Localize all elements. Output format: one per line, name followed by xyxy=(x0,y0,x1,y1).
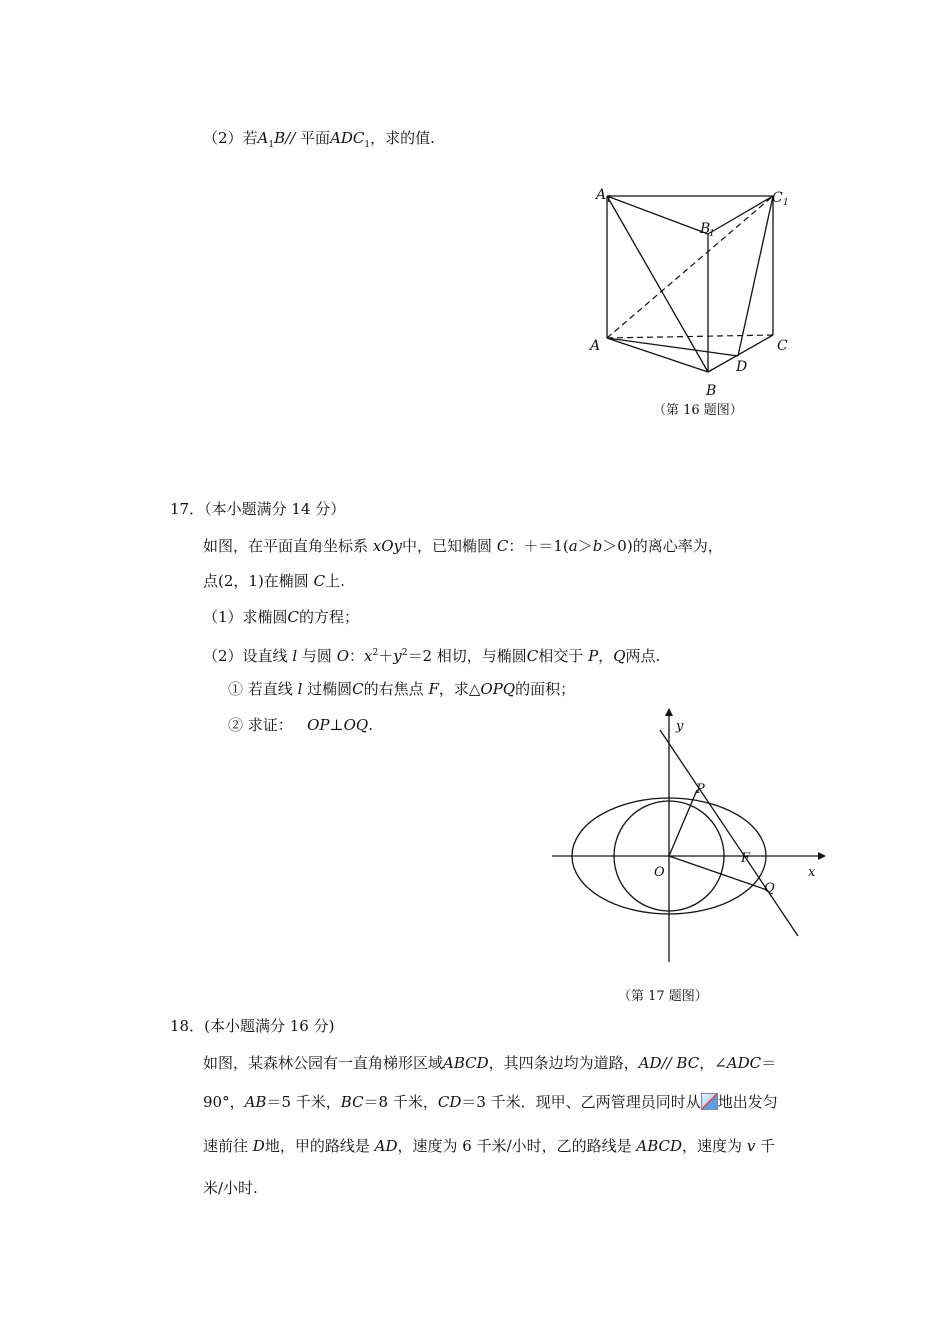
q17-point-line: 点(2，1)在椭圆 C上. xyxy=(203,572,345,590)
label-c1-sub: 1 xyxy=(783,198,789,208)
q17-sub2: ② 求证： OP⊥OQ. xyxy=(228,716,373,734)
label-y: y xyxy=(676,719,684,734)
label-d: D xyxy=(736,359,748,375)
label-a1-sub: 1 xyxy=(606,195,612,205)
tangent-line-l xyxy=(660,730,798,936)
segment-oq xyxy=(669,856,767,890)
label-f: F xyxy=(741,851,751,866)
label-c: C xyxy=(777,338,788,354)
label-c1: C xyxy=(772,190,783,206)
label-p: P xyxy=(696,782,705,797)
label-o: O xyxy=(654,865,665,880)
q17-sub1: ① 若直线 l 过椭圆C的右焦点 F，求△OPQ的面积； xyxy=(228,680,576,698)
q18-line3: 速前往 D地，甲的路线是 AD，速度为 6 千米/小时，乙的路线是 ABCD，速度为 v 千 xyxy=(203,1137,776,1155)
q16-part2: （2）若$A_1B//$ 平面$ADC_1$，求的值. xyxy=(203,129,435,150)
x-axis-arrow xyxy=(818,852,826,860)
q18-line4: 米/小时. xyxy=(203,1179,258,1197)
q17-figure-caption: （第 17 题图） xyxy=(618,989,708,1004)
q18-line1: 如图，某森林公园有一直角梯形区域ABCD，其四条边均为道路，AD// BC，∠ADC＝ xyxy=(203,1054,777,1072)
segment-op xyxy=(669,790,697,856)
label-b1: B xyxy=(700,221,711,237)
q16-figure-caption: （第 16 题图） xyxy=(653,403,743,418)
q17-part2: （2）设直线 l 与圆 O：$x^2+y^2=2$ 相切，与椭圆C相交于 P，Q两点. xyxy=(203,647,661,665)
q18-header: 18．(本小题满分 16 分) xyxy=(170,1017,335,1035)
broken-image-icon xyxy=(701,1093,718,1110)
label-b1-sub: 1 xyxy=(709,229,715,239)
y-axis-arrow xyxy=(665,708,673,716)
label-q: Q xyxy=(764,881,775,896)
label-x: x xyxy=(808,865,816,880)
q17-intro: 如图，在平面直角坐标系 xOy中，已知椭圆 C：＋＝1(a＞b＞0)的离心率为， xyxy=(203,537,723,555)
q17-header: 17．（本小题满分 14 分） xyxy=(170,500,346,518)
q18-line2: 90°，AB＝5 千米，BC＝8 千米，CD＝3 千米．现甲、乙两管理员同时从 地出发匀 xyxy=(203,1093,778,1111)
label-a1: A xyxy=(596,187,607,203)
label-a: A xyxy=(590,338,601,354)
label-b: B xyxy=(706,383,717,399)
q17-part1: （1）求椭圆C的方程； xyxy=(203,608,360,626)
